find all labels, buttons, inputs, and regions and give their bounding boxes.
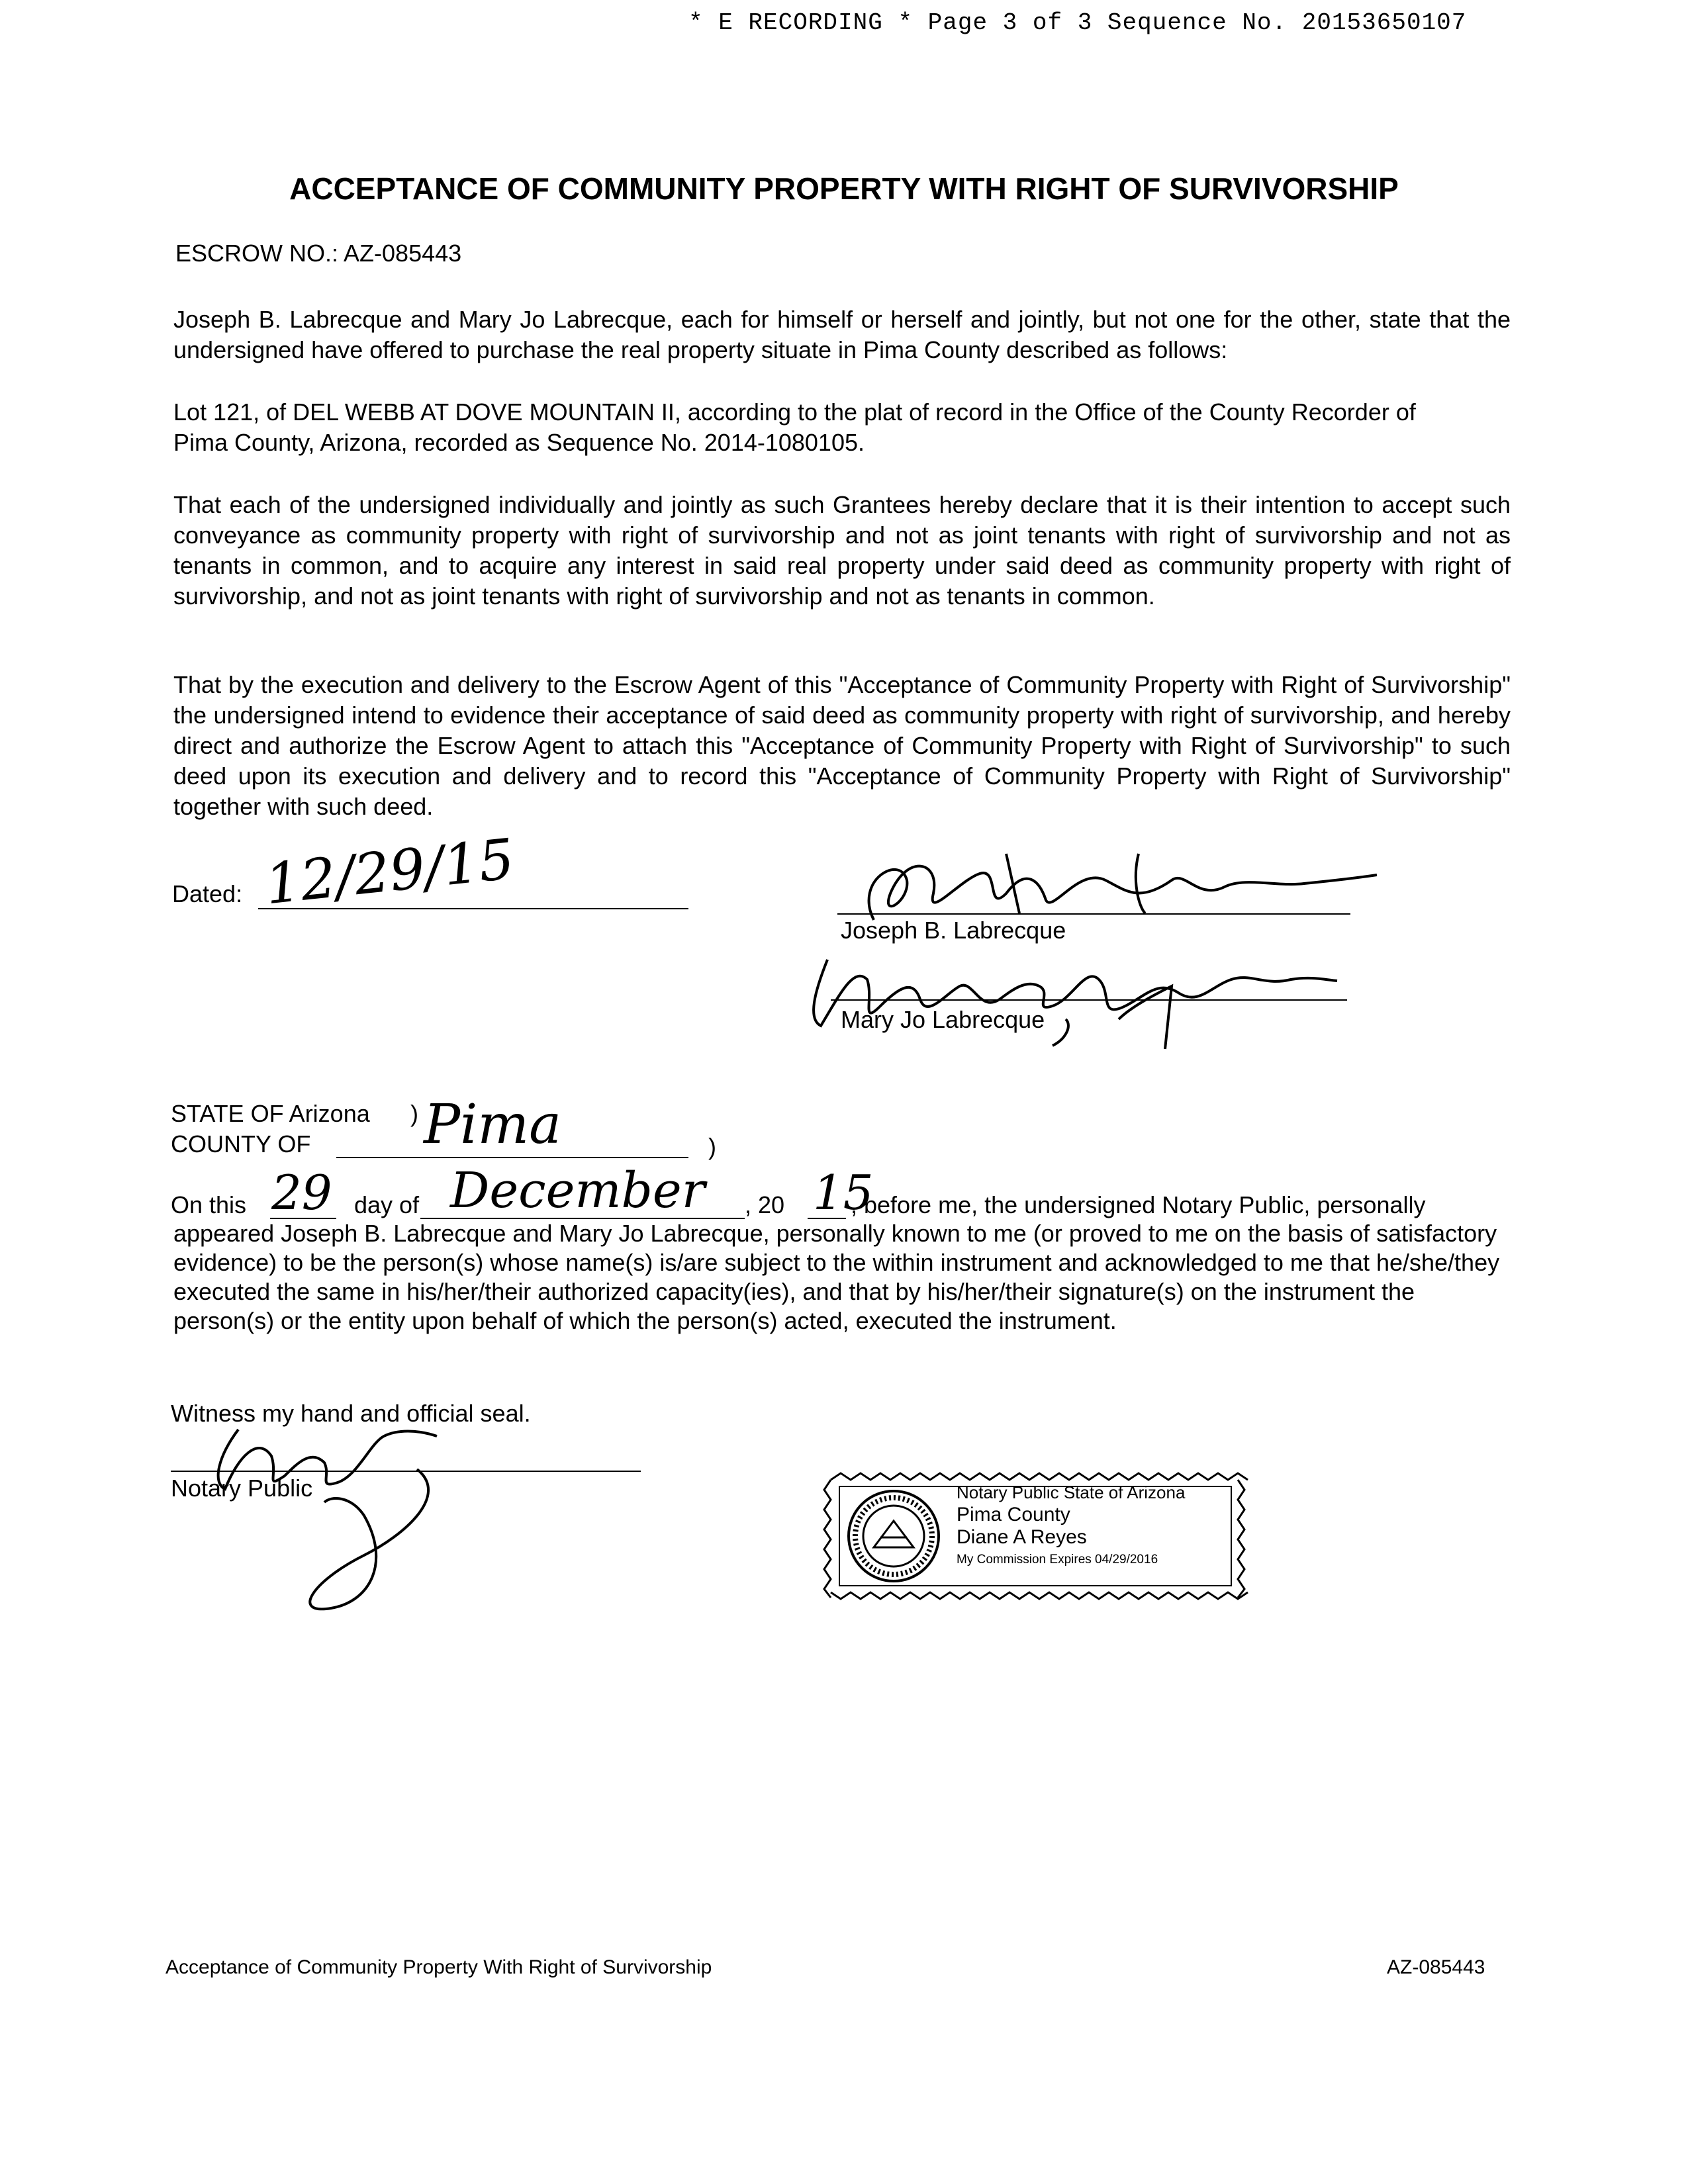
dated-handwritten: 12/29/15 (261, 826, 518, 917)
county-label: COUNTY OF (171, 1130, 311, 1158)
paragraph-intention: That each of the undersigned individually and jointly as such Grantees hereby declare that it is their intention to accept such conveyance as community property with right of survivorship and not as joint tenants with right of survivorship and not as tenants in common, and to acquire any interest in said real property under said deed as community property with right of survivorship, and not as joint tenants with right of survivorship and not as tenants in common. (173, 491, 1511, 610)
state-label: STATE OF Arizona (171, 1100, 370, 1127)
year-prefix: , 20 (745, 1191, 785, 1218)
state-paren: ) (410, 1100, 418, 1127)
footer-right: AZ-085443 (1387, 1956, 1485, 1978)
notary-signature-line (171, 1471, 641, 1472)
signature-line-mary (831, 999, 1347, 1001)
paragraph-legal-description: Lot 121, of DEL WEBB AT DOVE MOUNTAIN II, according to the plat of record in the Office of the County Recorder of Pima County, Arizona, recorded as Sequence No. 2014-1080105. (173, 398, 1416, 456)
signature-notary (199, 1416, 463, 1615)
month-handwritten: December (450, 1162, 706, 1219)
document-title: ACCEPTANCE OF COMMUNITY PROPERTY WITH RIGHT OF SURVIVORSHIP (289, 171, 1399, 206)
county-paren: ) (708, 1133, 716, 1160)
county-handwritten: Pima (424, 1093, 562, 1156)
paragraph-escrow-agent: That by the execution and delivery to the Escrow Agent of this "Acceptance of Community Property with Right of Survivorship" the undersigned intend to evidence their acceptance of said deed as community property with right of survivorship, and hereby direct and authorize the Escrow Agent to attach this "Acceptance of Community Property with Right of Survivorship" to such deed upon its execution and delivery and to record this "Acceptance of Community Property with Right of Survivorship" together with such deed. (173, 671, 1511, 820)
notary-public-label: Notary Public (171, 1475, 313, 1502)
escrow-value: AZ-085443 (344, 240, 462, 267)
stamp-text (957, 1481, 1185, 1571)
year-handwritten: 15 (813, 1165, 874, 1220)
day-handwritten: 29 (271, 1165, 332, 1220)
stamp-line-2: Pima County (957, 1504, 1070, 1525)
signer-name-joseph: Joseph B. Labrecque (841, 917, 1066, 944)
stamp-line-4: My Commission Expires 04/29/2016 (957, 1553, 1158, 1567)
on-this-label: On this (171, 1191, 247, 1218)
stamp-line-3: Diane A Reyes (957, 1526, 1087, 1548)
notary-acknowledgment: appeared Joseph B. Labrecque and Mary Jo Labrecque, personally known to me (or proved to me on the basis of satisfactory evidence) to be the person(s) whose name(s) is/are subject to the within instrument and acknowledged to me that he/she/they executed the same in his/her/their authorized capacity(ies), and that by his/her/their signature(s) on the instrument the person(s) or the entity upon behalf of which the person(s) acted, executed the instrument. (173, 1220, 1500, 1334)
witness-text: Witness my hand and official seal. (171, 1400, 531, 1427)
footer-left: Acceptance of Community Property With Right of Survivorship (165, 1956, 712, 1978)
stamp-line-1: Notary Public State of Arizona (957, 1482, 1186, 1502)
day-of-label: day of (354, 1191, 420, 1218)
notary-seal-stamp (821, 1468, 1251, 1604)
recording-header: * E RECORDING * Page 3 of 3 Sequence No. 20153650107 (688, 9, 1467, 36)
escrow-number (175, 240, 461, 267)
signer-name-mary: Mary Jo Labrecque (841, 1006, 1045, 1033)
before-me-text: , before me, the undersigned Notary Public, personally (851, 1191, 1426, 1218)
paragraph-purchasers: Joseph B. Labrecque and Mary Jo Labrecque, each for himself or herself and jointly, but not one for the other, state that the undersigned have offered to purchase the real property situate in Pima County described as follows: (173, 306, 1511, 363)
signature-line-joseph (837, 913, 1350, 915)
escrow-label: ESCROW NO.: (175, 240, 339, 267)
dated-label: Dated: (172, 880, 243, 907)
county-line (336, 1157, 688, 1158)
